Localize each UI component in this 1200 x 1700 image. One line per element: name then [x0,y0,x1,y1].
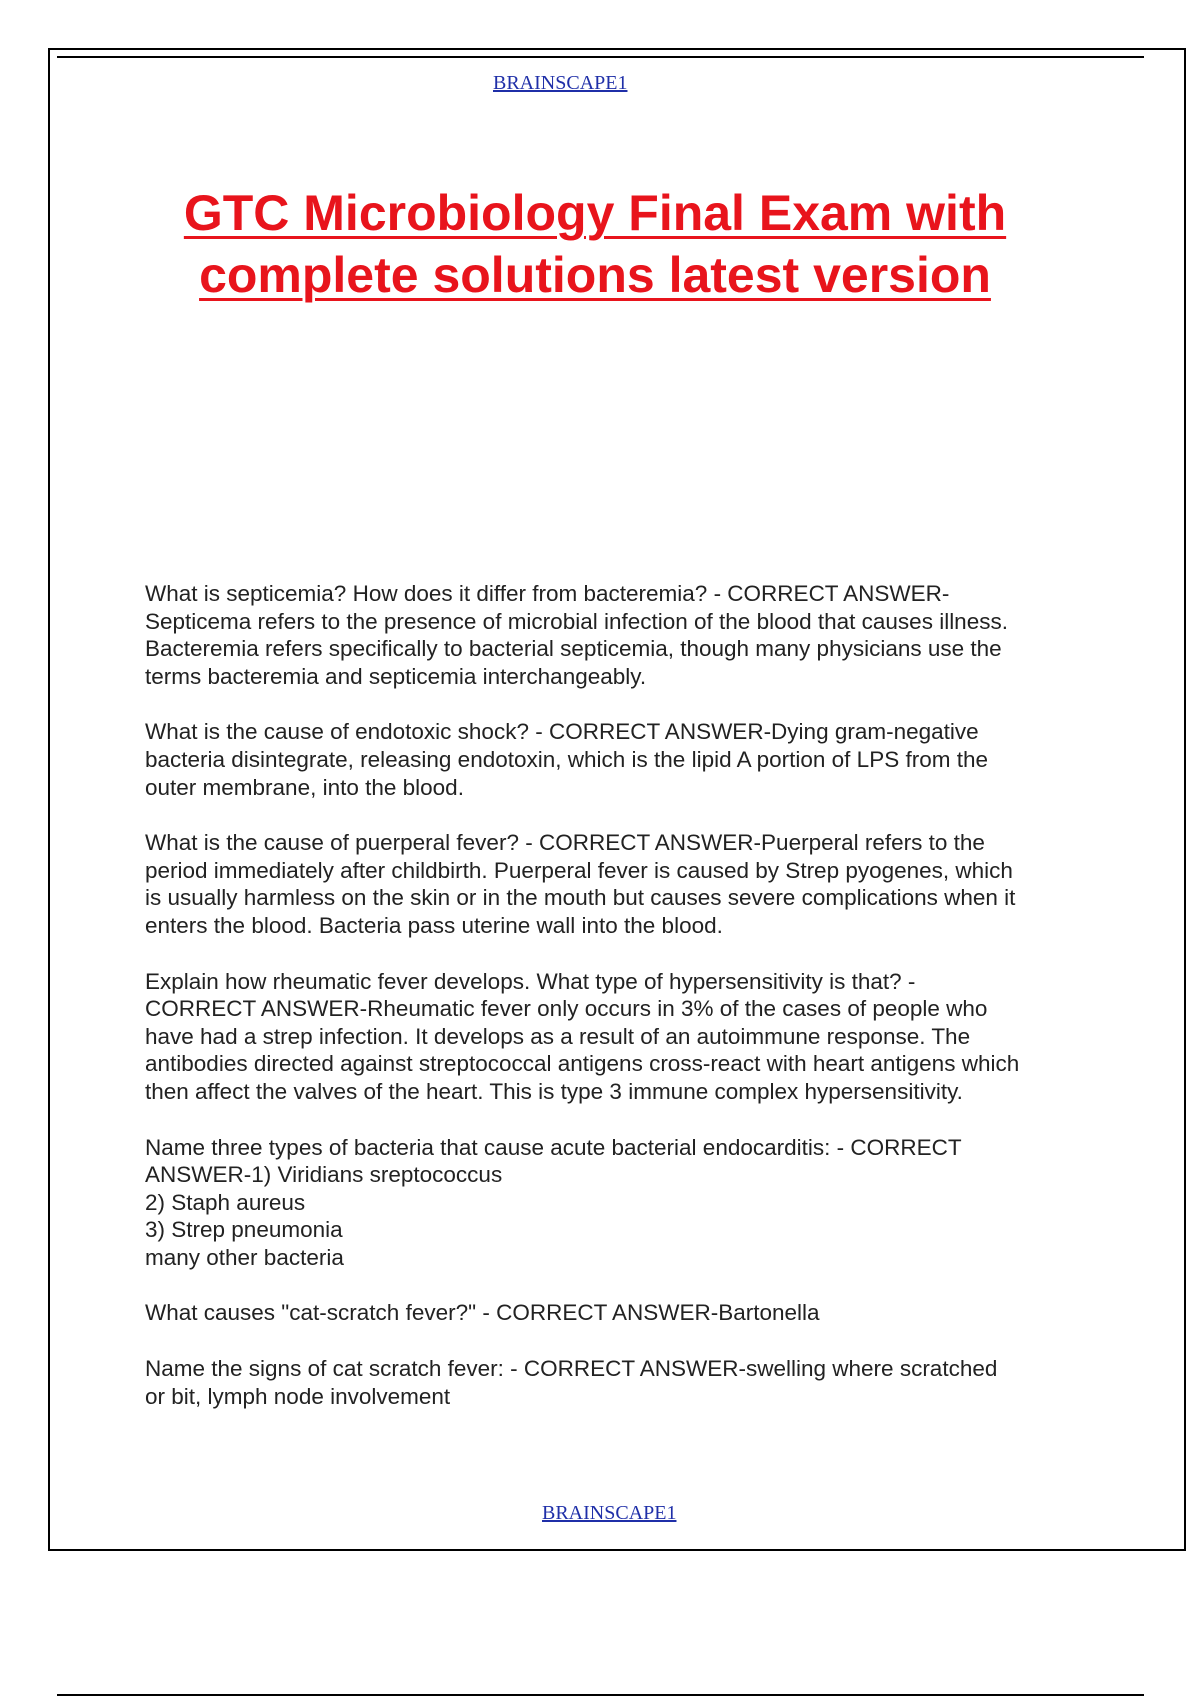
bottom-divider [57,1694,1144,1696]
title-line-1: GTC Microbiology Final Exam with [183,185,1007,241]
qa-item-endotoxic-shock: What is the cause of endotoxic shock? - CORRECT ANSWER-Dying gram-negative bacteria disintegrate, releasing endotoxin, which is the lipid A portion of LPS from the outer membrane, into the blood. [145,719,988,800]
qa-item-rheumatic-fever: Explain how rheumatic fever develops. What type of hypersensitivity is that? - CORRECT ANSWER-Rheumatic fever only occurs in 3% of the cases of people who have had a strep infection. It develops as a result of an autoimmune response. The antibodies directed against streptococcal antigens cross-react with heart antigens which then affect the valves of the heart. This is type 3 immune complex hypersensitivity. [145,968,1020,1104]
document-title [100,182,1090,306]
qa-item-cat-scratch-signs: Name the signs of cat scratch fever: - CORRECT ANSWER-swelling where scratched or bit, lymph node involvement [145,1356,998,1409]
qa-item-cat-scratch-cause: What causes "cat-scratch fever?" - CORRECT ANSWER-Bartonella [145,1300,820,1326]
footer-brainscape-link[interactable]: BRAINSCAPE1 [542,1502,677,1524]
qa-item-septicemia: What is septicemia? How does it differ from bacteremia? - CORRECT ANSWER- Septicema refers to the presence of microbial infection of the blood that causes illness. Bacteremia refers specifically to bacterial septicemia, though many physicians use the terms bacteremia and septicemia interchangeably. [145,581,1008,689]
qa-item-endocarditis: Name three types of bacteria that cause acute bacterial endocarditis: - CORRECT ANSWER-1) Viridians sreptococcus 2) Staph aureus 3) Strep pneumonia many other bacteria [145,1134,962,1270]
qa-item-puerperal-fever: What is the cause of puerperal fever? - CORRECT ANSWER-Puerperal refers to the period immediately after childbirth. Puerperal fever is caused by Strep pyogenes, which is usually harmless on the skin or in the mouth but causes severe complications when it enters the blood. Bacteria pass uterine wall into the blood. [145,830,1016,938]
header-brainscape-link[interactable]: BRAINSCAPE1 [493,72,628,94]
title-line-2: complete solutions latest version [199,247,991,303]
top-divider [57,56,1144,58]
qa-list [145,580,1090,1438]
